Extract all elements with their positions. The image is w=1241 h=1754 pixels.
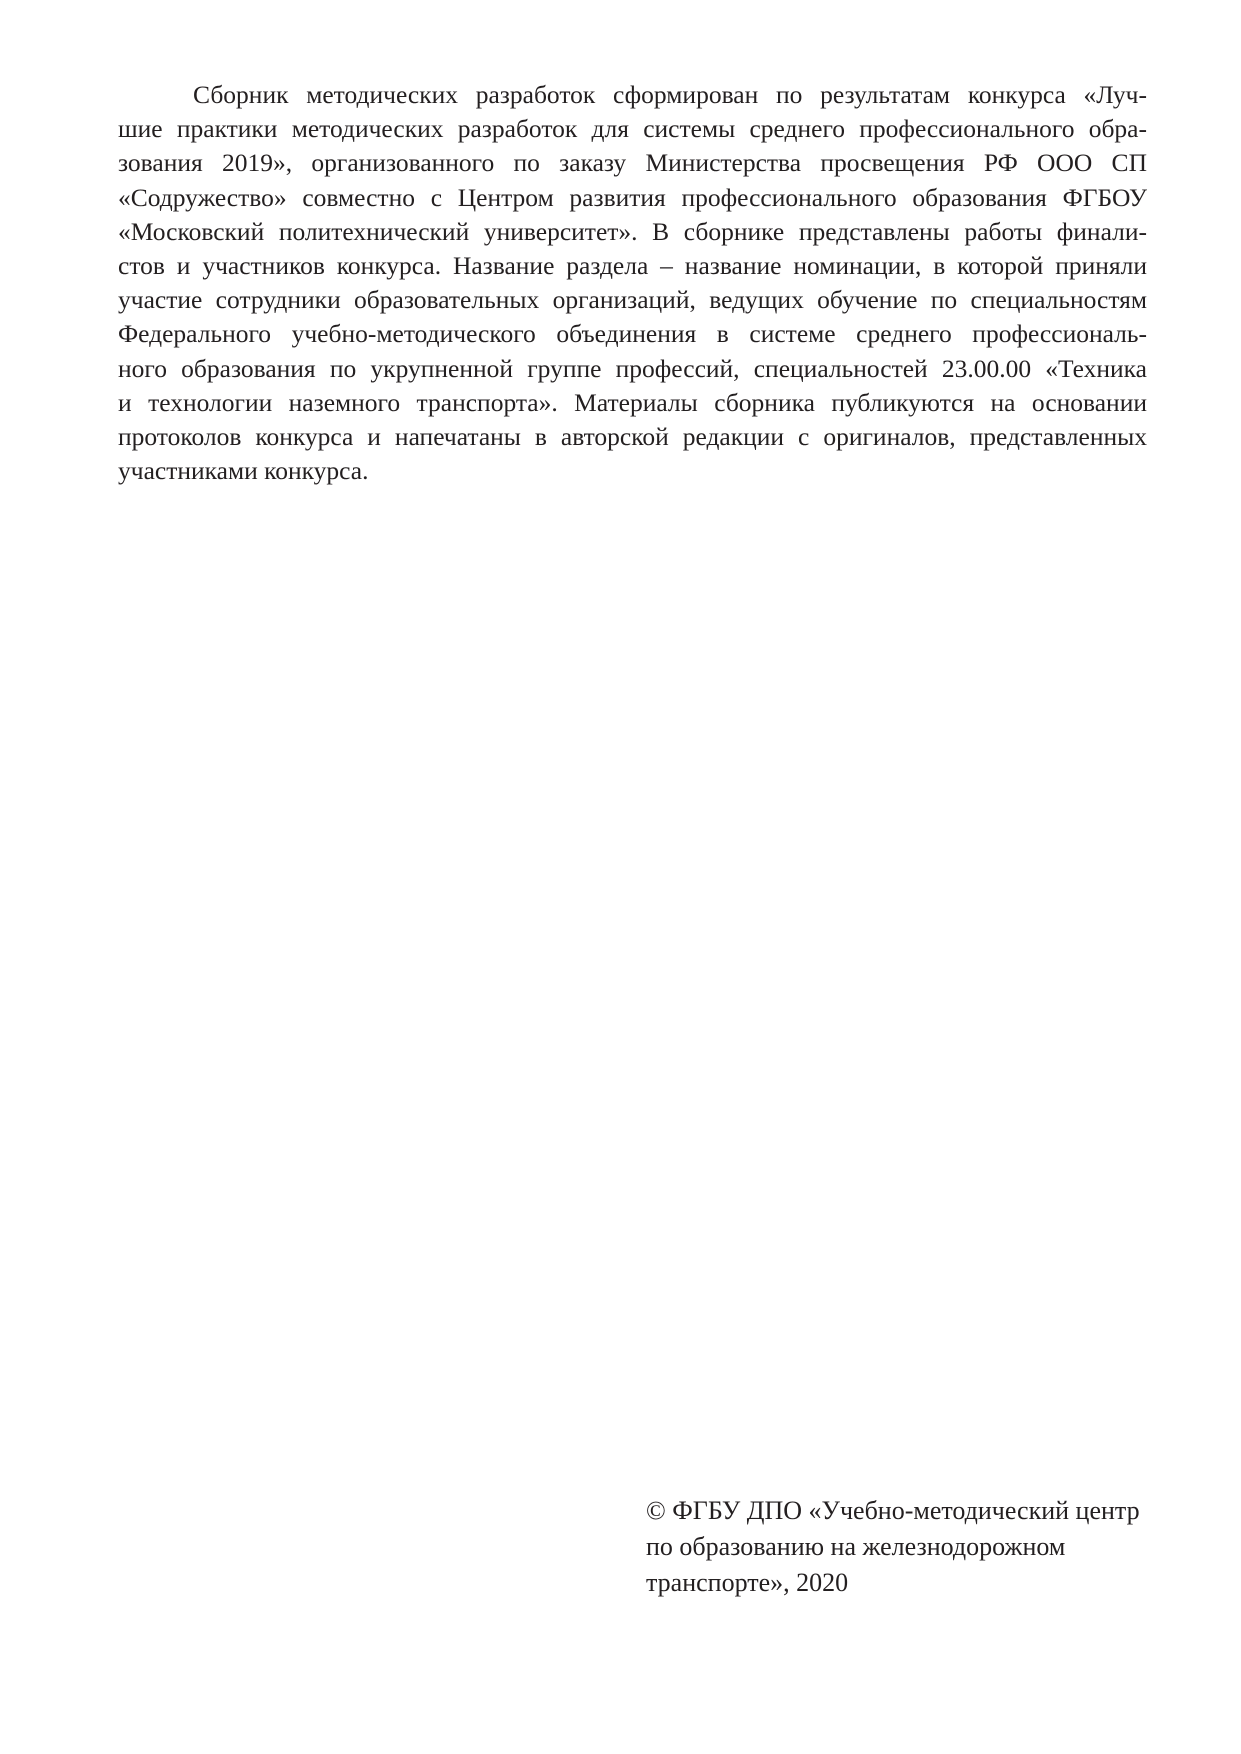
annotation-paragraph bbox=[118, 78, 1147, 488]
copyright-notice bbox=[646, 1493, 1166, 1601]
copyright-line: © ФГБУ ДПО «Учебно-методический центр bbox=[646, 1496, 1140, 1525]
paragraph-line: участие сотрудники образовательных организаций, ведущих обучение по специальностям bbox=[118, 285, 1147, 315]
copyright-line: транспорте», 2020 bbox=[646, 1568, 849, 1597]
paragraph-line: участниками конкурса. bbox=[118, 456, 369, 486]
paragraph-line: «Московский политехнический университет». В сборнике представлены работы финали- bbox=[118, 216, 1147, 246]
paragraph-line: и технологии наземного транспорта». Материалы сборника публикуются на основании bbox=[118, 387, 1147, 417]
paragraph-line: зования 2019», организованного по заказу Министерства просвещения РФ ООО СП bbox=[118, 148, 1147, 178]
paragraph-line: Федерального учебно-методического объединения в системе среднего профессиональ- bbox=[118, 319, 1147, 349]
paragraph-line: протоколов конкурса и напечатаны в авторской редакции с оригиналов, представленных bbox=[118, 421, 1147, 451]
paragraph-line: Сборник методических разработок сформирован по результатам конкурса «Луч- bbox=[193, 80, 1147, 109]
copyright-line: по образованию на железнодорожном bbox=[646, 1532, 1066, 1561]
paragraph-line: шие практики методических разработок для системы среднего профессионального обра- bbox=[118, 114, 1147, 144]
paragraph-line: ного образования по укрупненной группе профессий, специальностей 23.00.00 «Техника bbox=[118, 353, 1147, 383]
paragraph-line: стов и участников конкурса. Название раздела – название номинации, в которой приняли bbox=[118, 250, 1147, 280]
paragraph-line: «Содружество» совместно с Центром развития профессионального образования ФГБОУ bbox=[118, 182, 1147, 212]
